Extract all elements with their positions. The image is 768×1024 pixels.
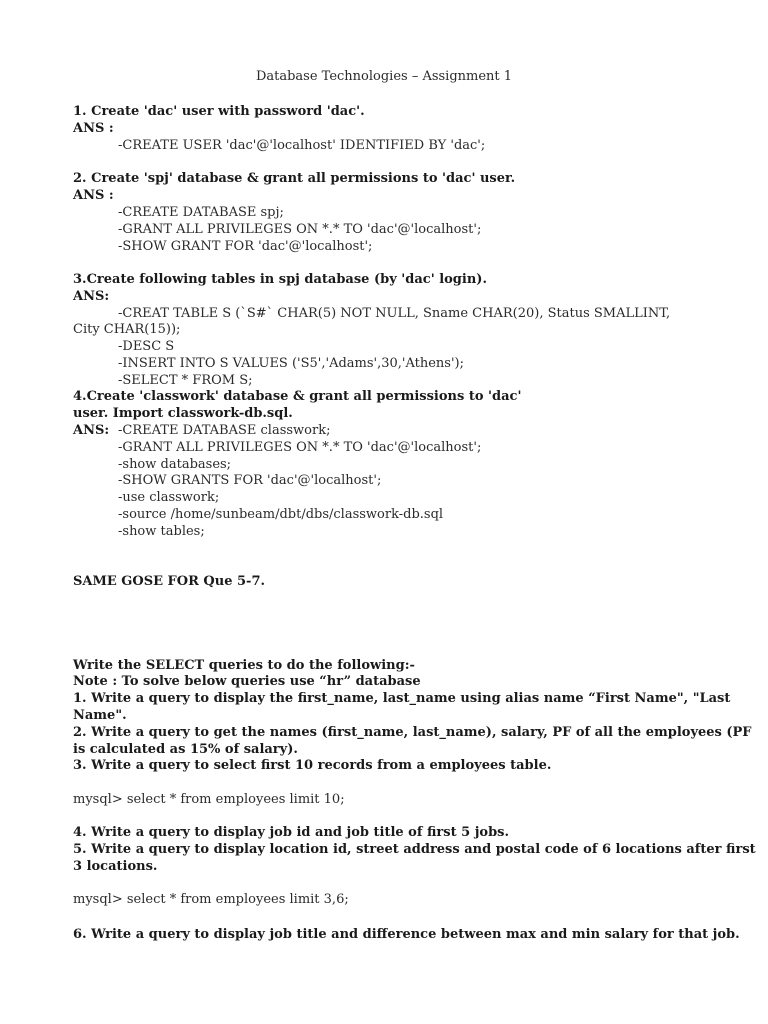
answer-line: -CREATE DATABASE classwork; [118,423,331,438]
section-note: Note : To solve below queries use “hr” database [73,674,421,689]
answer-line: -CREATE DATABASE spj; [118,205,284,220]
answer-line: -show databases; [118,457,232,472]
answer-line: -CREATE USER 'dac'@'localhost' IDENTIFIED BY 'dac'; [118,138,486,153]
select-answer-5: mysql> select * from employees limit 3,6; [73,892,349,907]
select-question-5-continuation: 3 locations. [73,859,158,874]
answer-line: -CREAT TABLE S (`S#` CHAR(5) NOT NULL, Sname CHAR(20), Status SMALLINT, [118,306,671,321]
answer-line: -GRANT ALL PRIVILEGES ON *.* TO 'dac'@'localhost'; [118,440,482,455]
answer-line: -INSERT INTO S VALUES ('S5','Adams',30,'Athens'); [118,356,465,371]
select-question-2-continuation: is calculated as 15% of salary). [73,742,298,757]
same-note: SAME GOSE FOR Que 5-7. [73,574,266,589]
answer-label-3: ANS: [73,289,110,304]
answer-line-continuation: City CHAR(15)); [73,322,181,337]
question-1: 1. Create 'dac' user with password 'dac'. [73,104,365,119]
answer-label-4: ANS: [73,423,110,438]
question-2: 2. Create 'spj' database & grant all permissions to 'dac' user. [73,171,516,186]
select-answer-3: mysql> select * from employees limit 10; [73,792,345,807]
answer-line: -SELECT * FROM S; [118,373,253,388]
select-question-3: 3. Write a query to select first 10 records from a employees table. [73,758,552,773]
select-question-2: 2. Write a query to get the names (first_name, last_name), salary, PF of all the employees (PF [73,725,752,740]
answer-label-1: ANS : [73,121,114,136]
answer-line: -SHOW GRANT FOR 'dac'@'localhost'; [118,239,373,254]
answer-line: -source /home/sunbeam/dbt/dbs/classwork-db.sql [118,507,444,522]
answer-line: -show tables; [118,524,205,539]
question-3: 3.Create following tables in spj database (by 'dac' login). [73,272,487,287]
select-question-4: 4. Write a query to display job id and job title of first 5 jobs. [73,825,510,840]
answer-line: -DESC S [118,339,175,354]
answer-label-2: ANS : [73,188,114,203]
answer-line: -SHOW GRANTS FOR 'dac'@'localhost'; [118,473,382,488]
select-question-5: 5. Write a query to display location id, street address and postal code of 6 locations after first [73,842,756,857]
select-question-6: 6. Write a query to display job title and difference between max and min salary for that job. [73,927,740,942]
question-4-continuation: user. Import classwork-db.sql. [73,406,293,421]
document-title: Database Technologies – Assignment 1 [255,69,513,84]
answer-line: -use classwork; [118,490,220,505]
select-question-1-continuation: Name". [73,708,127,723]
section-heading: Write the SELECT queries to do the following:- [73,658,415,673]
select-question-1: 1. Write a query to display the first_name, last_name using alias name “First Name", "Last [73,691,731,706]
question-4: 4.Create 'classwork' database & grant all permissions to 'dac' [73,389,522,404]
answer-line: -GRANT ALL PRIVILEGES ON *.* TO 'dac'@'localhost'; [118,222,482,237]
